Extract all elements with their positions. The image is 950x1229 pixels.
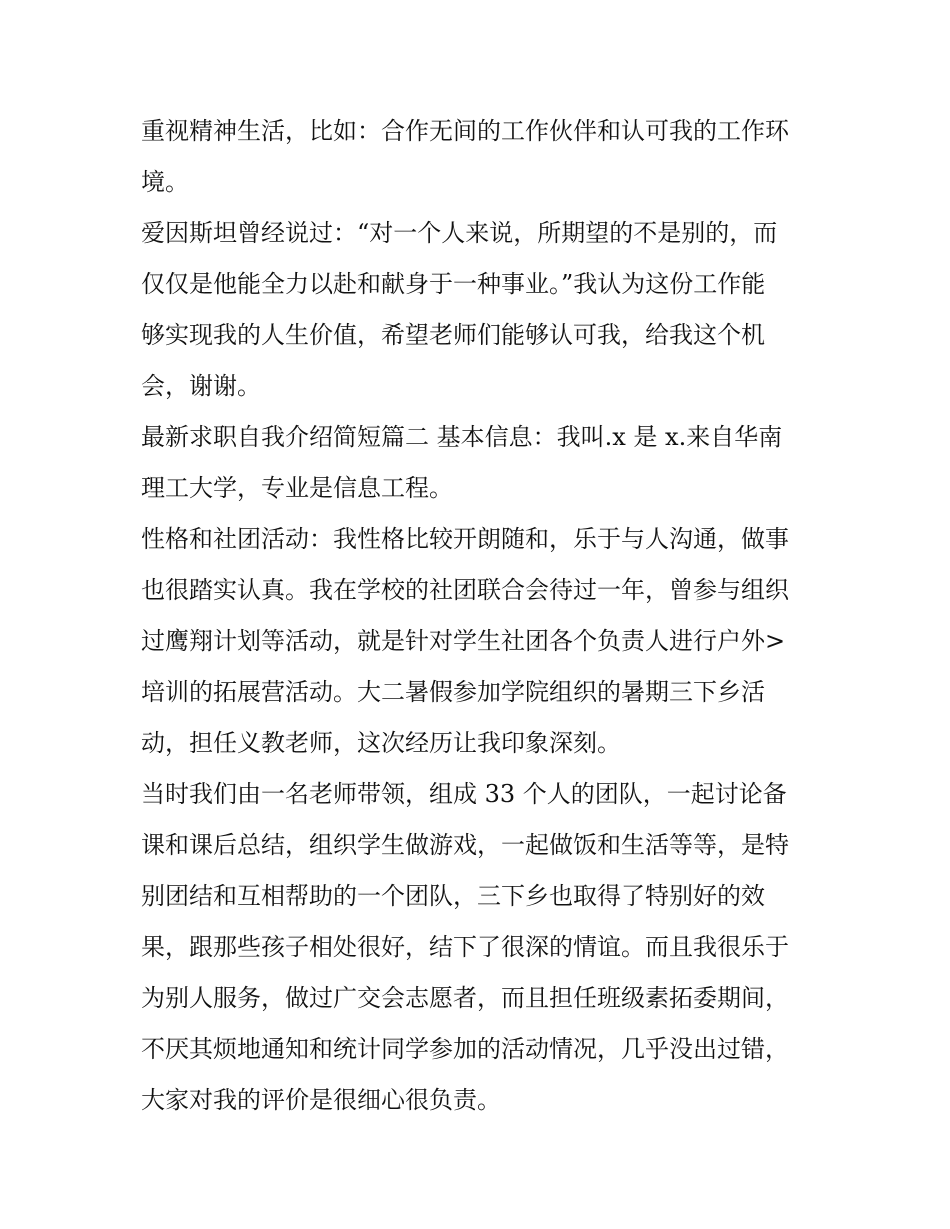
text-line: 重视精神生活，比如：合作无间的工作伙伴和认可我的工作环 <box>141 117 789 145</box>
text-line: 动，担任义教老师，这次经历让我印象深刻。 <box>141 729 621 757</box>
text-line: 仅仅是他能全力以赴和献身于一种事业。”我认为这份工作能 <box>141 270 766 298</box>
text-line: 过鹰翔计划等活动，就是针对学生社团各个负责人进行户外> <box>141 627 786 655</box>
text-line: 果，跟那些孩子相处很好，结下了很深的情谊。而且我很乐于 <box>141 933 789 961</box>
text-line: 当时我们由一名老师带领，组成 33 个人的团队，一起讨论备 <box>141 780 787 808</box>
text-line: 大家对我的评价是很细心很负责。 <box>141 1086 501 1114</box>
body-text <box>141 106 816 1126</box>
text-line: 别团结和互相帮助的一个团队，三下乡也取得了特别好的效 <box>141 882 765 910</box>
text-line: 会，谢谢。 <box>141 372 261 400</box>
text-line: 课和课后总结，组织学生做游戏，一起做饭和生活等等，是特 <box>141 831 789 859</box>
text-line: 性格和社团活动：我性格比较开朗随和，乐于与人沟通，做事 <box>141 525 789 553</box>
text-line: 爱因斯坦曾经说过：“对一个人来说，所期望的不是别的，而 <box>141 219 778 247</box>
text-line: 境。 <box>141 168 189 196</box>
text-line: 为别人服务，做过广交会志愿者，而且担任班级素拓委期间， <box>141 984 789 1012</box>
text-line: 够实现我的人生价值，希望老师们能够认可我，给我这个机 <box>141 321 765 349</box>
text-line: 培训的拓展营活动。大二暑假参加学院组织的暑期三下乡活 <box>141 678 765 706</box>
text-line: 最新求职自我介绍简短篇二 基本信息：我叫.x 是 x.来自华南 <box>141 423 783 451</box>
text-line: 理工大学，专业是信息工程。 <box>141 474 453 502</box>
text-line: 不厌其烦地通知和统计同学参加的活动情况，几乎没出过错， <box>141 1035 789 1063</box>
text-line: 也很踏实认真。我在学校的社团联合会待过一年，曾参与组织 <box>141 576 789 604</box>
